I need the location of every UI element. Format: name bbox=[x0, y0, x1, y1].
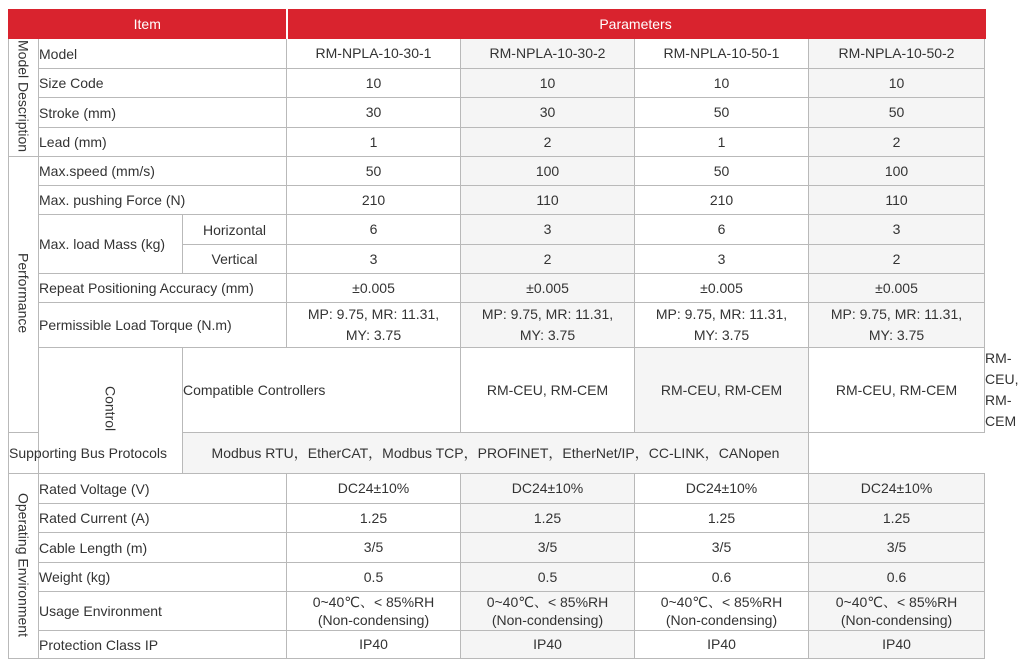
table-cell: 3/5 bbox=[809, 533, 985, 563]
row-protection-class bbox=[9, 631, 985, 659]
table-cell: 100 bbox=[809, 157, 985, 186]
table-cell bbox=[635, 303, 809, 348]
table-cell: 210 bbox=[635, 186, 809, 215]
row-label: Max. pushing Force (N) bbox=[39, 186, 287, 215]
table-cell: DC24±10% bbox=[809, 474, 985, 504]
cell-line: MP: 9.75, MR: 11.31, bbox=[307, 306, 440, 322]
row-label: Repeat Positioning Accuracy (mm) bbox=[39, 274, 287, 303]
table-cell: 3/5 bbox=[287, 533, 461, 563]
table-cell: 30 bbox=[461, 98, 635, 128]
header-parameters: Parameters bbox=[287, 10, 985, 39]
row-label: Usage Environment bbox=[39, 592, 287, 631]
cell-line: (Non-condensing) bbox=[665, 612, 778, 628]
table-cell: 1 bbox=[287, 128, 461, 157]
row-label: Model bbox=[39, 39, 287, 69]
row-load-horizontal bbox=[9, 215, 985, 245]
row-label: Permissible Load Torque (N.m) bbox=[39, 303, 287, 348]
table-cell: 10 bbox=[287, 69, 461, 98]
row-label: Rated Current (A) bbox=[39, 504, 287, 533]
table-cell: 6 bbox=[635, 215, 809, 245]
table-cell: IP40 bbox=[461, 631, 635, 659]
table-cell: 10 bbox=[809, 69, 985, 98]
table-cell: RM-NPLA-10-50-2 bbox=[809, 39, 985, 69]
cell-line: 0~40℃、< 85%RH bbox=[312, 594, 435, 610]
table-cell bbox=[287, 592, 461, 631]
table-cell: 2 bbox=[461, 128, 635, 157]
row-weight bbox=[9, 563, 985, 592]
table-cell: ±0.005 bbox=[287, 274, 461, 303]
cell-line: (Non-condensing) bbox=[840, 612, 953, 628]
table-cell: 1.25 bbox=[635, 504, 809, 533]
table-cell: ±0.005 bbox=[809, 274, 985, 303]
table-cell: 6 bbox=[287, 215, 461, 245]
cell-line: MY: 3.75 bbox=[345, 327, 402, 343]
table-cell: RM-CEU, RM-CEM bbox=[461, 348, 635, 433]
cell-line: MY: 3.75 bbox=[868, 327, 925, 343]
table-cell: 10 bbox=[461, 69, 635, 98]
table-cell: ±0.005 bbox=[461, 274, 635, 303]
row-max-speed bbox=[9, 157, 985, 186]
row-max-pushing-force bbox=[9, 186, 985, 215]
table-cell: RM-NPLA-10-30-1 bbox=[287, 39, 461, 69]
table-cell: 1.25 bbox=[809, 504, 985, 533]
cell-line: 0~40℃、< 85%RH bbox=[660, 594, 783, 610]
cell-line: MY: 3.75 bbox=[693, 327, 750, 343]
cell-line: MP: 9.75, MR: 11.31, bbox=[655, 306, 788, 322]
row-permissible-torque bbox=[9, 303, 985, 348]
table-cell: 110 bbox=[809, 186, 985, 215]
group-control: Control bbox=[39, 348, 183, 474]
sub-label: Vertical bbox=[183, 245, 287, 274]
row-label: Compatible Controllers bbox=[183, 348, 461, 433]
table-cell bbox=[461, 303, 635, 348]
row-label: Max. load Mass (kg) bbox=[39, 215, 183, 274]
table-cell: 3 bbox=[635, 245, 809, 274]
table-cell: 0.5 bbox=[287, 563, 461, 592]
row-lead bbox=[9, 128, 985, 157]
row-label: Size Code bbox=[39, 69, 287, 98]
row-label: Cable Length (m) bbox=[39, 533, 287, 563]
table-cell: RM-CEU, RM-CEM bbox=[809, 348, 985, 433]
row-bus-protocols bbox=[9, 433, 985, 474]
table-cell: DC24±10% bbox=[287, 474, 461, 504]
table-cell bbox=[809, 592, 985, 631]
table-cell: 3 bbox=[287, 245, 461, 274]
table-cell: 100 bbox=[461, 157, 635, 186]
row-compatible-controllers: Control Compatible Controllers RM-CEU, RM-CEM RM-CEU, RM-CEM RM-CEU, RM-CEM RM-CEU, RM-CEM bbox=[9, 348, 985, 433]
table-cell: 1.25 bbox=[287, 504, 461, 533]
table-cell: Modbus RTU，EtherCAT，Modbus TCP，PROFINET，EtherNet/IP，CC-LINK，CANopen bbox=[183, 433, 809, 474]
cell-line: (Non-condensing) bbox=[491, 612, 604, 628]
table-cell: ±0.005 bbox=[635, 274, 809, 303]
row-label: Supporting Bus Protocols bbox=[9, 433, 183, 474]
table-cell: RM-NPLA-10-30-2 bbox=[461, 39, 635, 69]
table-cell: RM-NPLA-10-50-1 bbox=[635, 39, 809, 69]
table-cell bbox=[635, 592, 809, 631]
cell-line: (Non-condensing) bbox=[317, 612, 430, 628]
table-cell: 3/5 bbox=[635, 533, 809, 563]
row-size-code bbox=[9, 69, 985, 98]
cell-line: 0~40℃、< 85%RH bbox=[486, 594, 609, 610]
row-rated-voltage bbox=[9, 474, 985, 504]
table-cell: DC24±10% bbox=[635, 474, 809, 504]
row-stroke bbox=[9, 98, 985, 128]
row-rated-current bbox=[9, 504, 985, 533]
group-model-description: Model Description bbox=[9, 39, 39, 157]
table-cell: IP40 bbox=[287, 631, 461, 659]
table-cell: DC24±10% bbox=[461, 474, 635, 504]
group-operating-environment: Operating Environment bbox=[9, 474, 39, 659]
table-cell: 2 bbox=[461, 245, 635, 274]
table-cell bbox=[809, 303, 985, 348]
table-cell: IP40 bbox=[635, 631, 809, 659]
table-cell: 2 bbox=[809, 128, 985, 157]
row-usage-environment bbox=[9, 592, 985, 631]
row-label: Max.speed (mm/s) bbox=[39, 157, 287, 186]
row-label: Stroke (mm) bbox=[39, 98, 287, 128]
table-cell: 50 bbox=[287, 157, 461, 186]
sub-label: Horizontal bbox=[183, 215, 287, 245]
row-repeat-positioning bbox=[9, 274, 985, 303]
row-label: Lead (mm) bbox=[39, 128, 287, 157]
table-cell: 50 bbox=[635, 98, 809, 128]
cell-line: MP: 9.75, MR: 11.31, bbox=[481, 306, 614, 322]
table-cell: 3 bbox=[461, 215, 635, 245]
table-cell: 0.5 bbox=[461, 563, 635, 592]
table-cell: 0.6 bbox=[635, 563, 809, 592]
header-row bbox=[9, 10, 985, 39]
table-cell: 0.6 bbox=[809, 563, 985, 592]
table-cell bbox=[461, 592, 635, 631]
table-cell: 1.25 bbox=[461, 504, 635, 533]
table-cell bbox=[287, 303, 461, 348]
row-label: Rated Voltage (V) bbox=[39, 474, 287, 504]
table-cell: 30 bbox=[287, 98, 461, 128]
table-cell: 2 bbox=[809, 245, 985, 274]
table-cell: 3/5 bbox=[461, 533, 635, 563]
table-cell: 50 bbox=[635, 157, 809, 186]
table-cell: 210 bbox=[287, 186, 461, 215]
table-cell: 10 bbox=[635, 69, 809, 98]
row-label: Weight (kg) bbox=[39, 563, 287, 592]
row-cable-length bbox=[9, 533, 985, 563]
table-cell: 50 bbox=[809, 98, 985, 128]
table-cell: RM-CEU, RM-CEM bbox=[635, 348, 809, 433]
cell-line: 0~40℃、< 85%RH bbox=[835, 594, 958, 610]
cell-line: MP: 9.75, MR: 11.31, bbox=[830, 306, 963, 322]
spec-table bbox=[8, 9, 1019, 659]
table-cell: 1 bbox=[635, 128, 809, 157]
table-cell: IP40 bbox=[809, 631, 985, 659]
table-cell: 3 bbox=[809, 215, 985, 245]
cell-line: MY: 3.75 bbox=[519, 327, 576, 343]
group-performance: Performance bbox=[9, 157, 39, 433]
row-model bbox=[9, 39, 985, 69]
header-item: Item bbox=[9, 10, 287, 39]
row-label: Protection Class IP bbox=[39, 631, 287, 659]
table-cell: 110 bbox=[461, 186, 635, 215]
